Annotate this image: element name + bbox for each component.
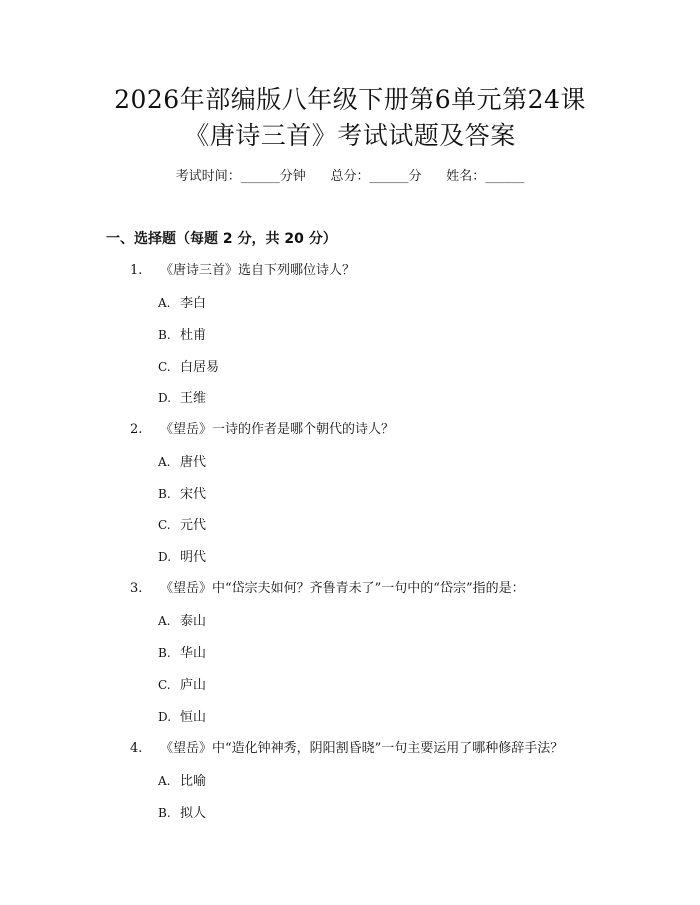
option-letter: B. [158, 487, 171, 501]
option-text: 白居易 [180, 360, 220, 375]
question-text: 《望岳》中“岱宗夫如何？齐鲁青未了”一句中的“岱宗”指的是： [160, 581, 525, 596]
option-letter: B. [158, 328, 171, 342]
question-1 [130, 262, 355, 280]
option-letter: A. [158, 455, 171, 469]
option-text: 唐代 [180, 455, 207, 470]
question-1-option-c [158, 358, 219, 377]
option-text: 华山 [180, 646, 207, 661]
option-text: 杜甫 [180, 328, 207, 343]
option-text: 恒山 [180, 710, 207, 725]
question-4-option-b [158, 804, 206, 823]
option-letter: C. [158, 678, 171, 692]
question-2 [130, 421, 394, 439]
section-heading-multiple-choice: 一、选择题（每题 2 分，共 20 分） [106, 231, 337, 247]
option-letter: C. [158, 360, 171, 374]
option-text: 拟人 [180, 806, 207, 821]
question-2-option-d [158, 548, 206, 567]
question-3 [130, 580, 525, 598]
question-2-option-c [158, 516, 206, 535]
question-3-option-b [158, 644, 206, 663]
question-4 [130, 740, 563, 758]
option-letter: A. [158, 774, 171, 788]
option-letter: D. [158, 391, 172, 405]
option-text: 李白 [180, 296, 207, 311]
exam-info-line: 考试时间：______分钟 总分：______分 姓名：______ [175, 169, 525, 184]
exam-title-line1: 2026年部编版八年级下册第6单元第24课 [114, 85, 586, 114]
option-letter: A. [158, 296, 171, 310]
option-text: 明代 [180, 550, 207, 565]
question-3-option-a [158, 612, 206, 631]
question-text: 《唐诗三首》选自下列哪位诗人？ [160, 263, 356, 278]
option-text: 宋代 [180, 487, 207, 502]
option-letter: B. [158, 646, 171, 660]
option-text: 元代 [180, 518, 207, 533]
option-letter: B. [158, 806, 171, 820]
question-1-option-a [158, 294, 206, 313]
question-3-option-d [158, 708, 206, 727]
question-number: 1. [130, 263, 143, 278]
option-text: 王维 [180, 391, 207, 406]
option-letter: D. [158, 710, 172, 724]
question-number: 2. [130, 422, 143, 437]
option-text: 庐山 [180, 678, 207, 693]
exam-title-line2: 《唐诗三首》考试试题及答案 [184, 121, 516, 150]
question-number: 3. [130, 581, 143, 596]
question-1-option-d [158, 389, 206, 408]
question-4-option-a [158, 772, 206, 791]
question-number: 4. [130, 741, 143, 756]
question-2-option-b [158, 485, 206, 504]
question-text: 《望岳》中“造化钟神秀，阴阳割昏晓”一句主要运用了哪种修辞手法？ [160, 741, 564, 756]
option-letter: A. [158, 614, 171, 628]
question-3-option-c [158, 676, 206, 695]
option-text: 泰山 [180, 614, 207, 629]
option-letter: C. [158, 518, 171, 532]
option-text: 比喻 [180, 774, 207, 789]
question-1-option-b [158, 326, 206, 345]
question-text: 《望岳》一诗的作者是哪个朝代的诗人？ [160, 422, 395, 437]
option-letter: D. [158, 550, 172, 564]
question-2-option-a [158, 453, 206, 472]
